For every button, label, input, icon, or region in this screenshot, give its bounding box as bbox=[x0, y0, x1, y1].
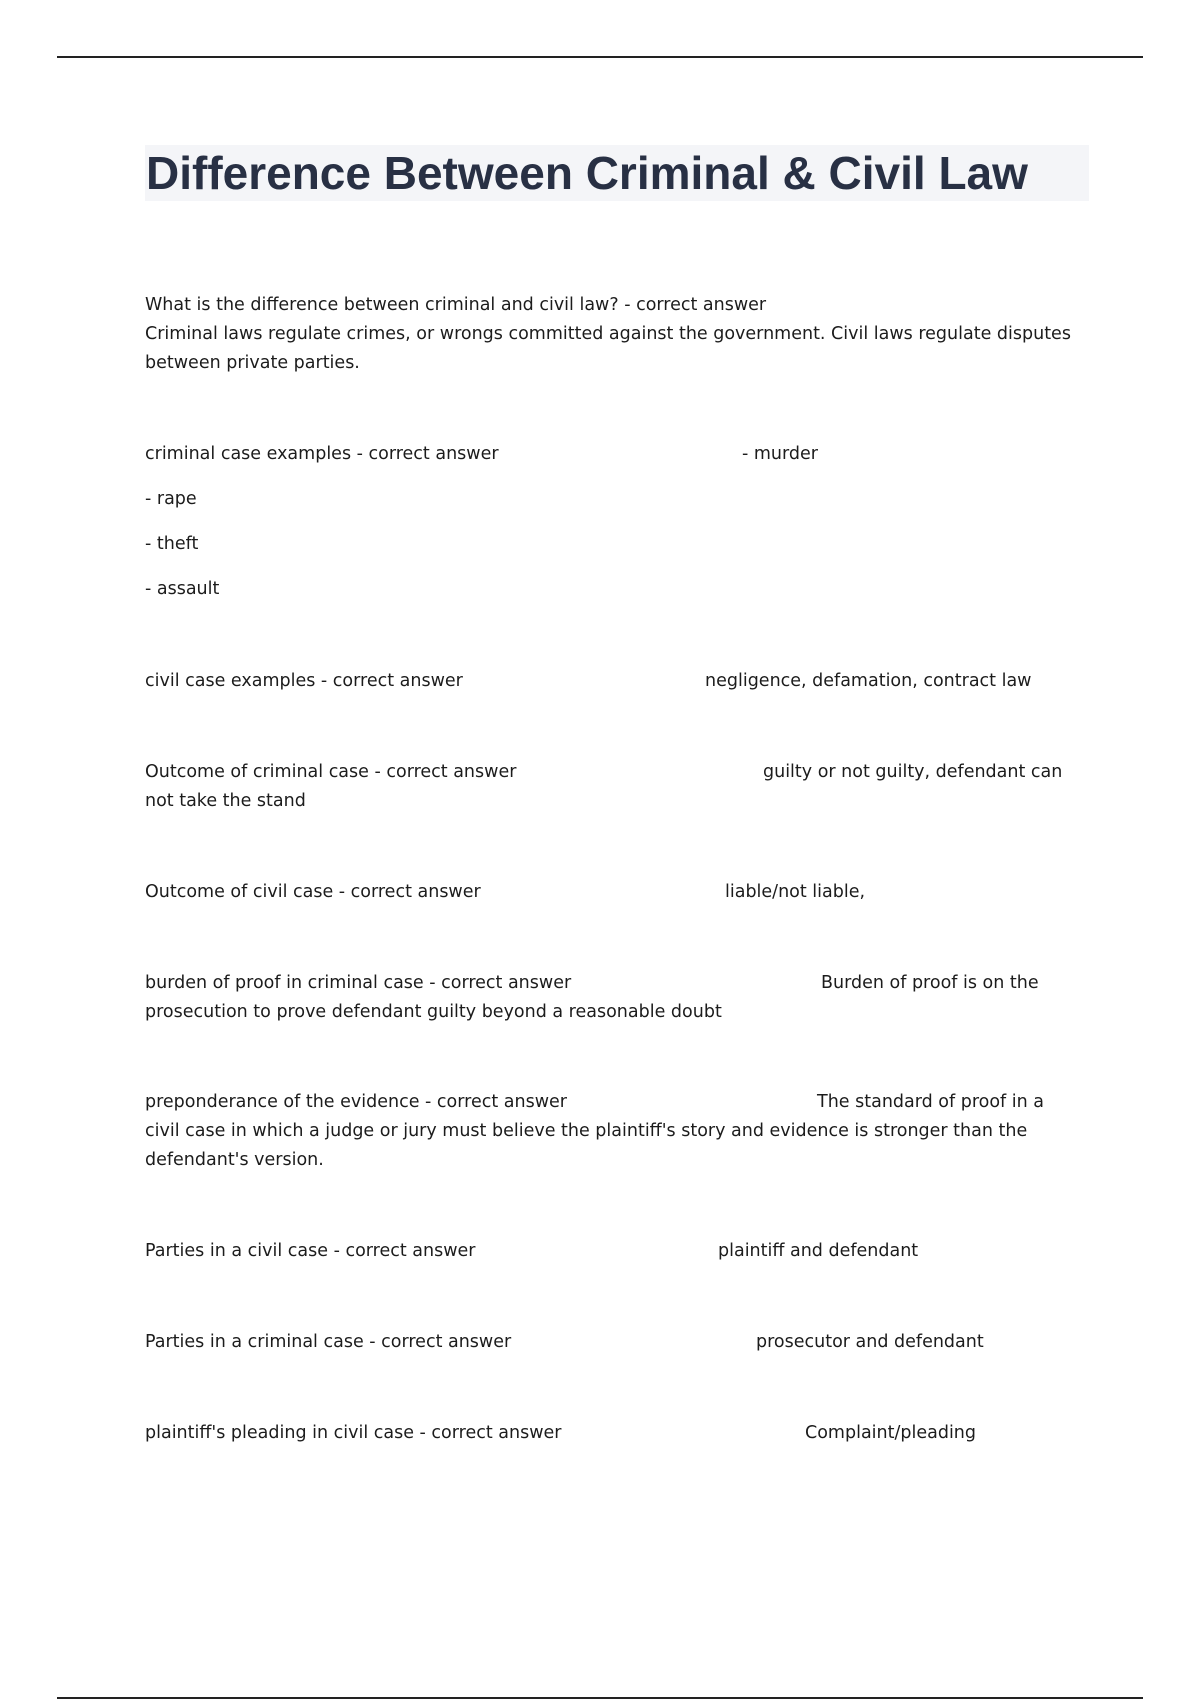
answer-text: prosecutor and defendant bbox=[756, 1332, 984, 1352]
question-text: Outcome of criminal case - correct answer bbox=[145, 762, 517, 782]
qa-item-preponderance bbox=[145, 1088, 1045, 1117]
answer-text: guilty or not guilty, defendant can bbox=[763, 762, 1063, 782]
bullet-item: - assault bbox=[145, 579, 220, 599]
qa-item-plaintiff-pleading bbox=[145, 1419, 977, 1448]
question-text: Parties in a civil case - correct answer bbox=[145, 1241, 476, 1261]
answer-continuation: defendant's version. bbox=[145, 1150, 324, 1170]
answer-text: Complaint/pleading bbox=[805, 1423, 977, 1443]
intro-answer-line-1: Criminal laws regulate crimes, or wrongs committed against the government. Civil laws regulate disputes bbox=[145, 324, 1071, 344]
answer-text: negligence, defamation, contract law bbox=[705, 671, 1032, 691]
question-text: criminal case examples - correct answer bbox=[145, 444, 499, 464]
answer-text: plaintiff and defendant bbox=[718, 1241, 919, 1261]
qa-item-criminal-examples bbox=[145, 440, 818, 469]
question-text: plaintiff's pleading in civil case - correct answer bbox=[145, 1423, 562, 1443]
question-text: burden of proof in criminal case - correct answer bbox=[145, 973, 572, 993]
qa-item-criminal-outcome bbox=[145, 758, 1063, 787]
answer-continuation: not take the stand bbox=[145, 791, 306, 811]
answer-text: - murder bbox=[742, 444, 818, 464]
bullet-item: - rape bbox=[145, 489, 197, 509]
intro-question: What is the difference between criminal and civil law? - correct answer bbox=[145, 295, 767, 315]
qa-item-civil-examples bbox=[145, 667, 1032, 696]
intro-answer-line-2: between private parties. bbox=[145, 353, 360, 373]
answer-text: Burden of proof is on the bbox=[821, 973, 1039, 993]
answer-text: The standard of proof in a bbox=[817, 1092, 1045, 1112]
question-text: Outcome of civil case - correct answer bbox=[145, 882, 481, 902]
answer-text: liable/not liable, bbox=[725, 882, 866, 902]
bullet-item: - theft bbox=[145, 534, 199, 554]
qa-item-civil-parties bbox=[145, 1237, 919, 1266]
bottom-rule bbox=[57, 1697, 1143, 1699]
top-rule bbox=[57, 56, 1143, 58]
document-title: Difference Between Criminal & Civil Law bbox=[146, 147, 1028, 199]
question-text: preponderance of the evidence - correct answer bbox=[145, 1092, 567, 1112]
question-text: civil case examples - correct answer bbox=[145, 671, 463, 691]
qa-item-civil-outcome bbox=[145, 878, 866, 907]
answer-continuation: civil case in which a judge or jury must believe the plaintiff's story and evidence is stronger than the bbox=[145, 1121, 1028, 1141]
answer-continuation: prosecution to prove defendant guilty beyond a reasonable doubt bbox=[145, 1002, 722, 1022]
qa-item-criminal-parties bbox=[145, 1328, 984, 1357]
question-text: Parties in a criminal case - correct answer bbox=[145, 1332, 512, 1352]
qa-item-burden-of-proof bbox=[145, 969, 1039, 998]
